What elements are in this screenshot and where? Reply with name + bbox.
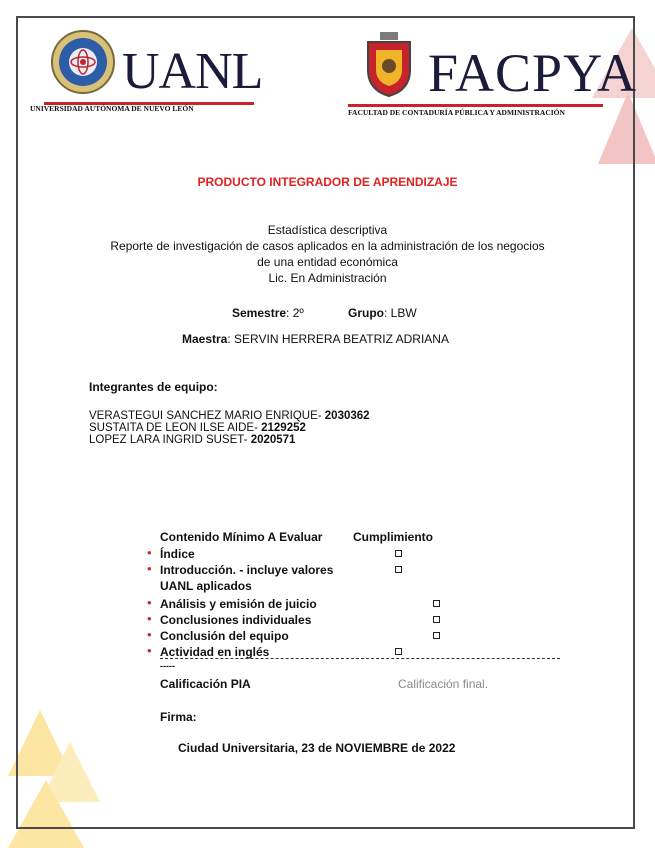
bullet-icon: • (147, 595, 152, 610)
subject-name: Estadística descriptiva (267, 223, 388, 237)
uanl-subtitle: UNIVERSIDAD AUTÓNOMA DE NUEVO LEÓN (30, 104, 194, 113)
grade-label: Calificación PIA (160, 677, 251, 691)
teacher-label: Maestra (182, 332, 228, 346)
eval-item-actividad-ingles: Actividad en inglés (160, 645, 270, 659)
semester-field (232, 306, 304, 320)
checkbox-actividad-ingles[interactable] (395, 648, 402, 655)
group-field (348, 306, 417, 320)
checkbox-analisis[interactable] (433, 600, 440, 607)
semester-label: Semestre (232, 306, 287, 320)
checkbox-conclusiones-individuales[interactable] (433, 616, 440, 623)
eval-item-indice: Índice (160, 547, 195, 561)
dashed-divider (160, 658, 560, 659)
group-label: Grupo (348, 306, 384, 320)
teacher-value: SERVIN HERRERA BEATRIZ ADRIANA (234, 332, 449, 346)
semester-value: 2º (292, 306, 304, 320)
member-name: LOPEZ LARA INGRID SUSET- (89, 434, 251, 446)
member-id: 2129252 (261, 422, 306, 434)
facpya-wordmark: FACPYA (428, 43, 638, 103)
eval-item-introduccion: Introducción. - incluye valores (160, 563, 334, 577)
document-title: PRODUCTO INTEGRADOR DE APRENDIZAJE (197, 175, 458, 189)
member-id: 2030362 (324, 410, 370, 422)
team-members-list (89, 410, 370, 446)
group-colon: : (384, 306, 391, 320)
team-member (89, 410, 370, 422)
uanl-seal-icon (50, 24, 116, 100)
bullet-icon: • (147, 611, 152, 626)
team-member (89, 434, 370, 446)
facpya-shield-icon (362, 30, 416, 98)
bullet-icon: • (147, 545, 152, 560)
uanl-logo (30, 20, 263, 120)
eval-item-conclusion-equipo: Conclusión del equipo (160, 629, 289, 643)
teacher-field (182, 332, 449, 346)
member-id: 2020571 (250, 434, 296, 446)
eval-item-analisis: Análisis y emisión de juicio (160, 597, 317, 611)
bullet-icon: • (147, 643, 152, 658)
signature-label: Firma: (160, 710, 197, 724)
checkbox-conclusion-equipo[interactable] (433, 632, 440, 639)
dash-tail: ----- (160, 661, 175, 671)
description-line-2: de una entidad económica (257, 255, 398, 269)
facpya-underline (348, 104, 603, 107)
eval-item-conclusiones-individuales: Conclusiones individuales (160, 613, 312, 627)
uanl-wordmark: UANL (122, 43, 263, 100)
team-member (89, 422, 370, 434)
group-value: LBW (390, 306, 417, 320)
teacher-colon: : (227, 332, 235, 346)
semester-colon: : (286, 306, 293, 320)
checkbox-introduccion[interactable] (395, 566, 402, 573)
member-name: SUSTAITA DE LEON ILSE AIDE- (89, 422, 262, 434)
member-name: VERASTEGUI SANCHEZ MARIO ENRIQUE- (89, 410, 325, 422)
checkbox-indice[interactable] (395, 550, 402, 557)
footer-place-date: Ciudad Universitaria, 23 de NOVIEMBRE de 2022 (178, 741, 456, 755)
facpya-subtitle: FACULTAD DE CONTADURÍA PÚBLICA Y ADMINISTRACIÓN (348, 108, 565, 117)
team-heading: Integrantes de equipo: (89, 380, 218, 394)
facpya-logo (340, 28, 638, 120)
eval-item-introduccion-cont: UANL aplicados (160, 579, 252, 593)
grade-value-field[interactable]: Calificación final. (398, 677, 489, 691)
career-name: Lic. En Administración (268, 271, 387, 285)
bullet-icon: • (147, 627, 152, 642)
evaluation-header-status: Cumplimiento (353, 530, 433, 544)
evaluation-header-content: Contenido Mínimo A Evaluar (160, 530, 323, 544)
description-line-1: Reporte de investigación de casos aplicados en la administración de los negocios (110, 239, 545, 253)
bullet-icon: • (147, 561, 152, 576)
